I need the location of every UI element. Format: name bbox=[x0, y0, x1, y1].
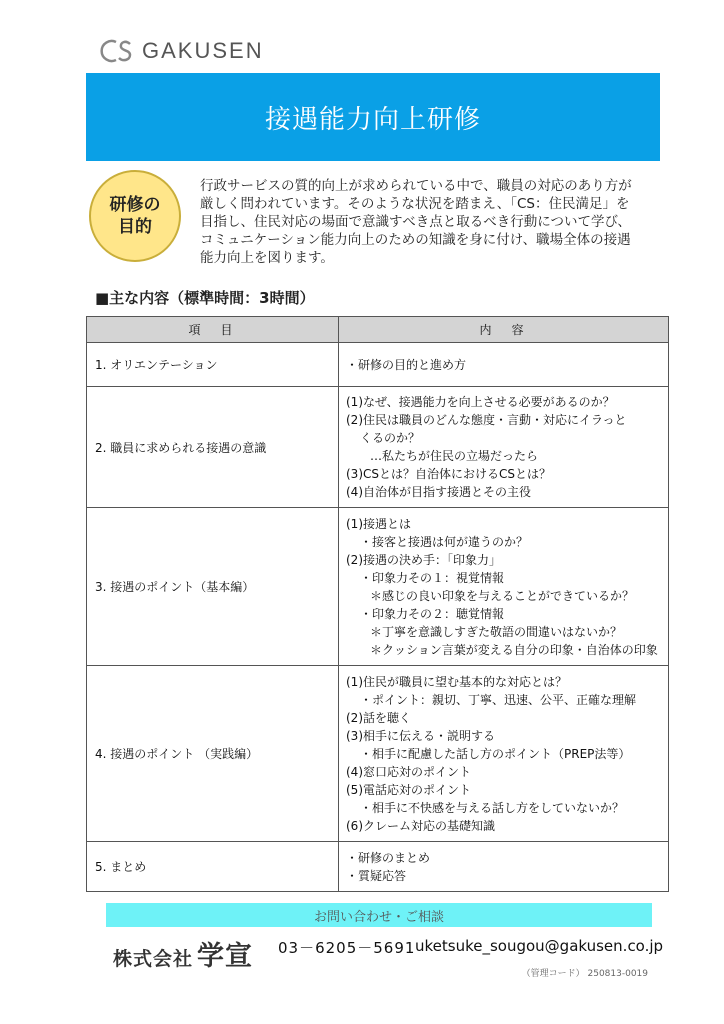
row-detail bbox=[339, 508, 669, 666]
detail-line: ・印象力その１：視覚情報 bbox=[360, 570, 505, 585]
purpose-line: 厳しく問われています。そのような状況を踏まえ、「CS：住民満足」を bbox=[200, 196, 630, 212]
row-detail bbox=[339, 387, 669, 508]
contents-heading: ■主な内容（標準時間：3時間） bbox=[95, 289, 315, 307]
row-detail bbox=[339, 842, 669, 892]
row-item: 4. 接遇のポイント （実践編） bbox=[87, 666, 339, 842]
detail-line: (1)住民が職員に望む基本的な対応とは？ bbox=[346, 674, 567, 689]
detail-line: (5)電話応対のポイント bbox=[346, 782, 471, 797]
purpose-line: 目指し、住民対応の場面で意識すべき点と取るべき行動について学び、 bbox=[200, 214, 631, 230]
contact-bar: お問い合わせ・ご相談 bbox=[106, 903, 652, 927]
detail-line: (1)接遇とは bbox=[346, 516, 411, 531]
detail-line: ・接客と接遇は何が違うのか？ bbox=[360, 534, 529, 549]
purpose-badge-line1: 研修の bbox=[109, 194, 161, 215]
phone-number: 03－6205－5691 bbox=[278, 939, 416, 957]
detail-line: ・ポイント：親切、丁寧、迅速、公平、正確な理解 bbox=[360, 692, 637, 707]
row-item: 3. 接遇のポイント（基本編） bbox=[87, 508, 339, 666]
detail-line: (1)なぜ、接遇能力を向上させる必要があるのか？ bbox=[346, 395, 615, 409]
email-address[interactable]: uketsuke_sougou@gakusen.co.jp bbox=[415, 937, 664, 955]
page-title: 接遇能力向上研修 bbox=[86, 73, 660, 161]
detail-line: (3)相手に伝える・説明する bbox=[346, 728, 495, 743]
detail-line: ・研修のまとめ bbox=[346, 850, 431, 865]
detail-line: ・研修の目的と進め方 bbox=[346, 357, 467, 372]
detail-line: (3)CSとは？自治体におけるCSとは？ bbox=[346, 467, 551, 481]
detail-line: ・印象力その２：聴覚情報 bbox=[360, 606, 505, 621]
purpose-badge-line2: 目的 bbox=[118, 217, 152, 237]
column-header-item: 項 目 bbox=[87, 317, 339, 343]
purpose-line: 能力向上を図ります。 bbox=[200, 250, 334, 266]
detail-line: (2)接遇の決め手：「印象力」 bbox=[346, 552, 501, 567]
table-header-row bbox=[87, 317, 669, 343]
gakusen-cs-logo-icon bbox=[100, 36, 136, 66]
contents-table bbox=[86, 316, 669, 892]
detail-line: (6)クレーム対応の基礎知識 bbox=[346, 818, 495, 833]
detail-line: ・質疑応答 bbox=[346, 868, 407, 883]
detail-line: ＊丁寧を意識しすぎた敬語の間違いはないか？ bbox=[370, 624, 623, 639]
purpose-badge bbox=[89, 170, 181, 262]
company-main-name: 学宣 bbox=[197, 941, 254, 972]
row-detail bbox=[339, 666, 669, 842]
detail-line: ＊クッション言葉が変える自分の印象・自治体の印象 bbox=[370, 642, 658, 657]
detail-line: くるのか？ bbox=[360, 431, 421, 445]
table-row bbox=[87, 343, 669, 387]
row-item: 5. まとめ bbox=[87, 842, 339, 892]
detail-line: ・相手に配慮した話し方のポイント（PREP法等） bbox=[360, 746, 631, 761]
detail-line: (4)窓口応対のポイント bbox=[346, 764, 471, 779]
table-row bbox=[87, 842, 669, 892]
purpose-line: コミュニケーション能力向上のための知識を身に付け、職場全体の接遇 bbox=[200, 232, 631, 248]
detail-line: (4)自治体が目指す接遇とその主役 bbox=[346, 485, 531, 499]
gakusen-logo bbox=[100, 36, 264, 66]
detail-line: (2)住民は職員のどんな態度・言動・対応にイラっと bbox=[346, 413, 627, 427]
management-code: （管理コード） 250813-0019 bbox=[521, 969, 648, 979]
detail-line: (2)話を聴く bbox=[346, 710, 411, 725]
company-prefix: 株式会社 bbox=[113, 948, 194, 970]
row-item: 2. 職員に求められる接遇の意識 bbox=[87, 387, 339, 508]
column-header-detail: 内 容 bbox=[339, 317, 669, 343]
table-row bbox=[87, 666, 669, 842]
row-detail bbox=[339, 343, 669, 387]
detail-line: …私たちが住民の立場だったら bbox=[370, 449, 539, 463]
table-row bbox=[87, 508, 669, 666]
row-item: 1. オリエンテーション bbox=[87, 343, 339, 387]
company-name bbox=[113, 934, 253, 973]
purpose-description bbox=[200, 177, 660, 267]
detail-line: ＊感じの良い印象を与えることができているか？ bbox=[370, 588, 635, 603]
purpose-line: 行政サービスの質的向上が求められている中で、職員の対応のあり方が bbox=[200, 178, 632, 194]
table-row bbox=[87, 387, 669, 508]
detail-line: ・相手に不快感を与える話し方をしていないか？ bbox=[360, 800, 625, 815]
brand-name: GAKUSEN bbox=[142, 38, 264, 63]
